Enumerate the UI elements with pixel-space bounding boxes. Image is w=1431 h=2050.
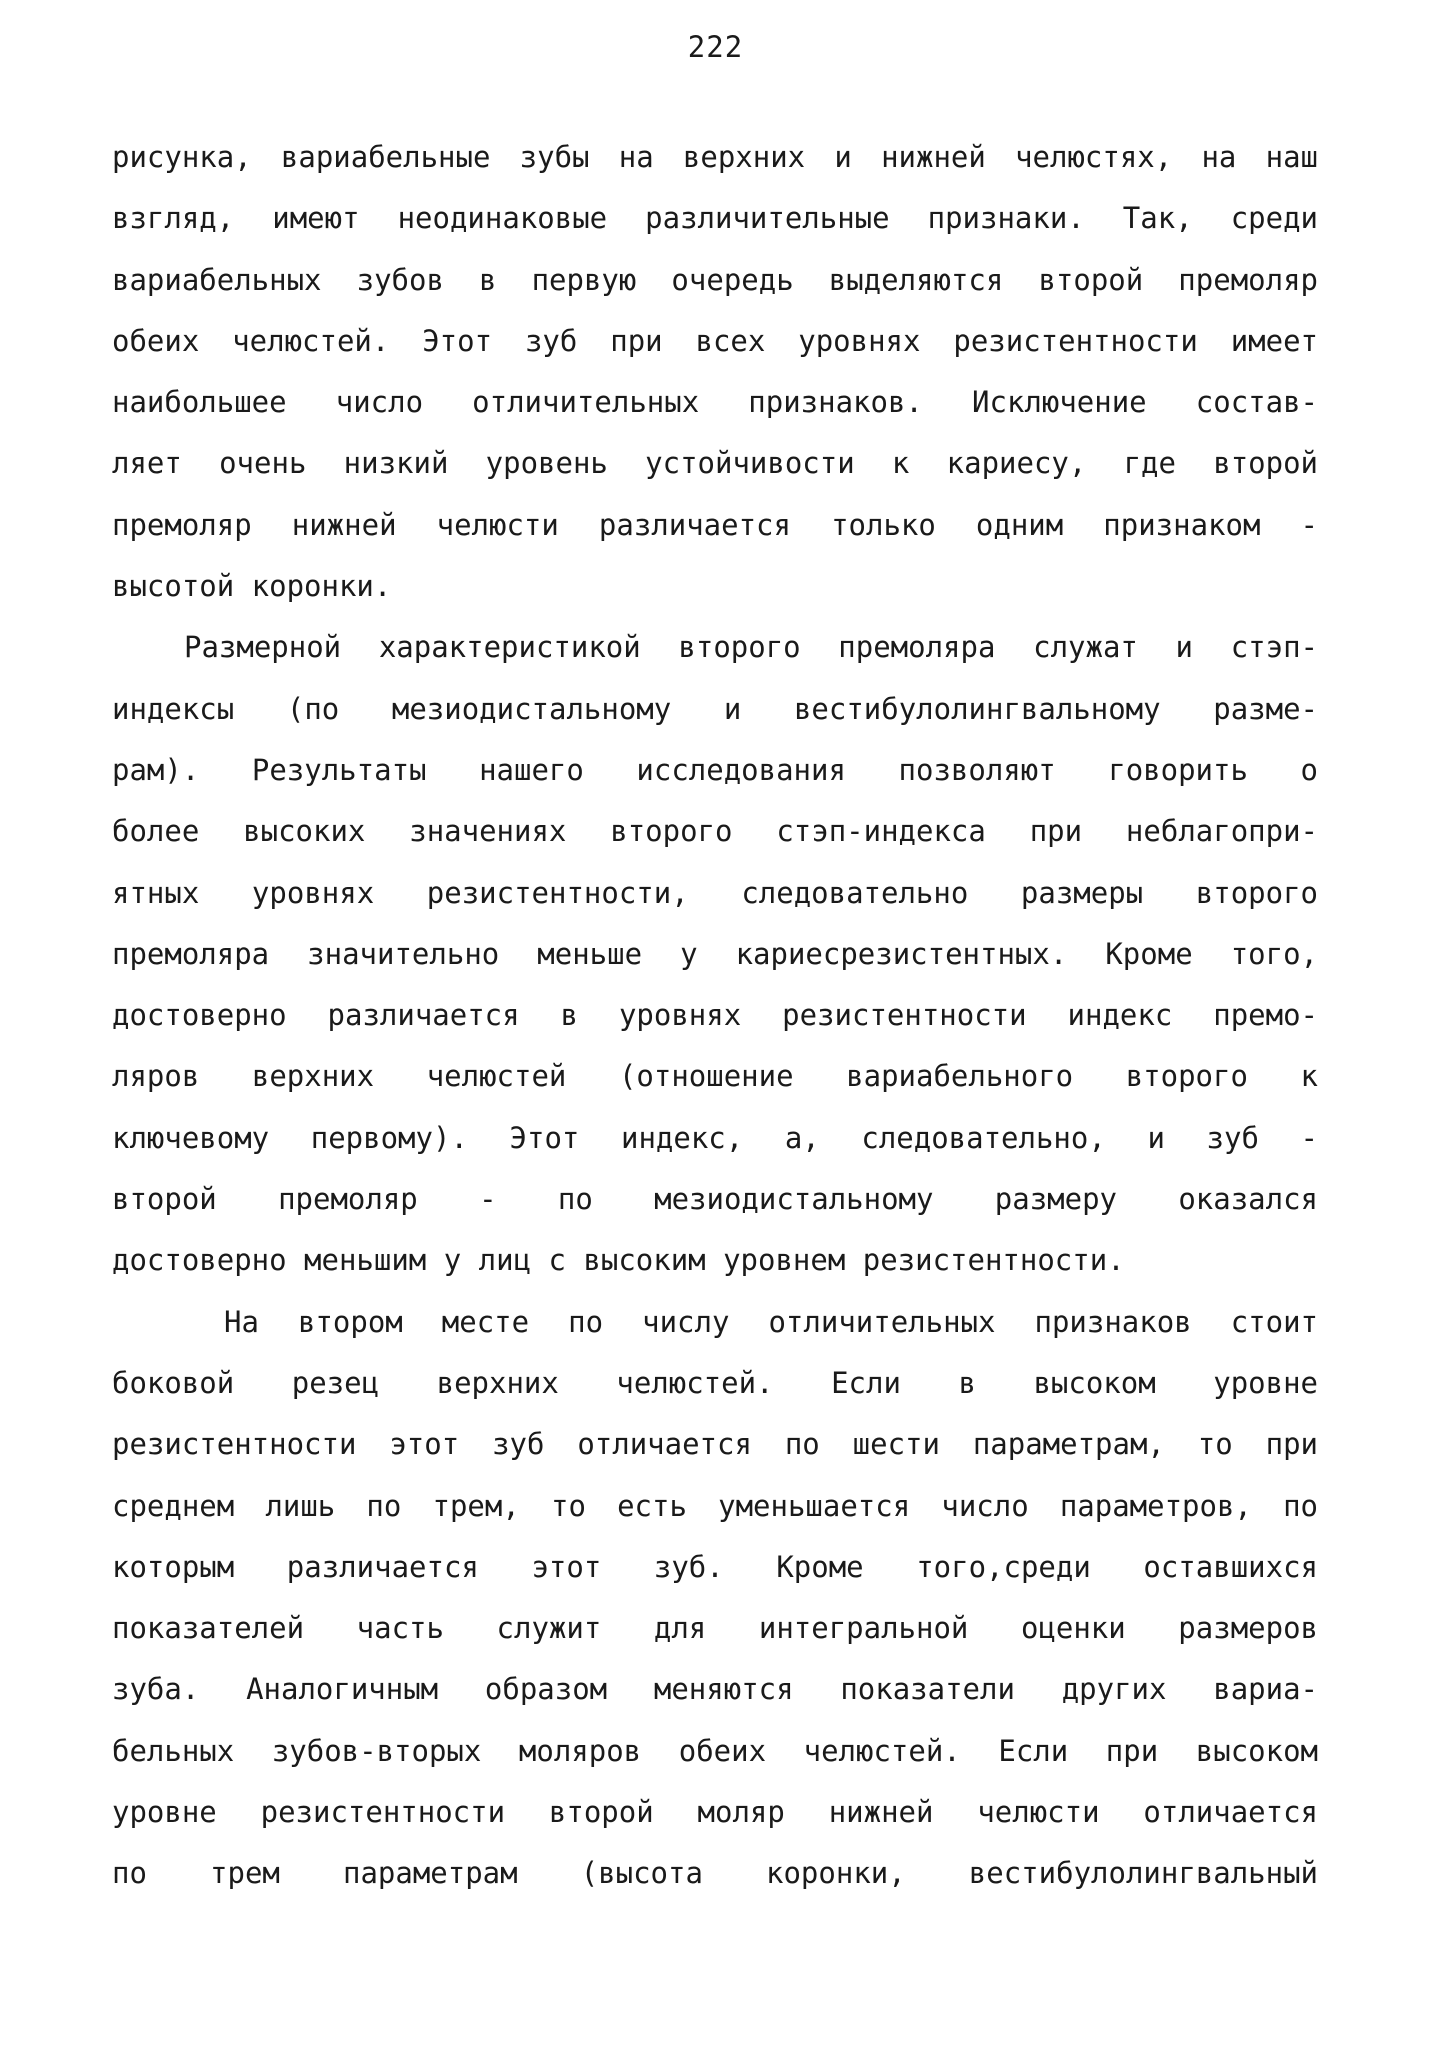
text-line: достоверно меньшим у лиц с высоким уровнем резистентности.	[112, 1243, 1125, 1278]
text-line: ключевому первому). Этот индекс, а, следовательно, и зуб -	[112, 1120, 1318, 1155]
text-line: взгляд, имеют неодинаковые различительные признаки. Так, среди	[112, 201, 1318, 236]
text-line: обеих челюстей. Этот зуб при всех уровнях резистентности имеет	[112, 323, 1318, 358]
text-line: которым различается этот зуб. Кроме того,среди оставшихся	[112, 1549, 1318, 1584]
text-line: резистентности этот зуб отличается по шести параметрам, то при	[112, 1427, 1318, 1462]
body-text	[112, 127, 1318, 1905]
text-line: бельных зубов-вторых моляров обеих челюстей. Если при высоком	[112, 1733, 1318, 1768]
text-line: рам). Результаты нашего исследования позволяют говорить о	[112, 752, 1318, 787]
page-number: 222	[687, 30, 744, 64]
text-line: ляров верхних челюстей (отношение вариабельного второго к	[112, 1059, 1318, 1094]
paragraph-2	[112, 617, 1318, 1291]
paragraph-3	[112, 1292, 1318, 1905]
text-line: боковой резец верхних челюстей. Если в высоком уровне	[112, 1365, 1318, 1400]
text-line: по трем параметрам (высота коронки, вестибулолингвальный	[112, 1856, 1318, 1891]
text-line: более высоких значениях второго стэп-индекса при неблагопри-	[112, 814, 1318, 849]
text-line: ятных уровнях резистентности, следовательно размеры второго	[112, 875, 1318, 910]
text-line: высотой коронки.	[112, 569, 392, 604]
text-line: наибольшее число отличительных признаков. Исключение состав-	[112, 385, 1318, 420]
text-line: индексы (по мезиодистальному и вестибулолингвальному разме-	[112, 691, 1318, 726]
text-line: зуба. Аналогичным образом меняются показатели других вариа-	[112, 1672, 1318, 1707]
text-line: вариабельных зубов в первую очередь выделяются второй премоляр	[112, 262, 1318, 297]
text-line: уровне резистентности второй моляр нижней челюсти отличается	[112, 1795, 1318, 1830]
text-line: ляет очень низкий уровень устойчивости к кариесу, где второй	[112, 446, 1318, 481]
text-line: Размерной характеристикой второго премоляра служат и стэп-	[184, 630, 1318, 665]
text-line: премоляра значительно меньше у кариесрезистентных. Кроме того,	[112, 936, 1318, 971]
text-line: На втором месте по числу отличительных признаков стоит	[224, 1304, 1318, 1339]
text-line: среднем лишь по трем, то есть уменьшается число параметров, по	[112, 1488, 1318, 1523]
text-line: премоляр нижней челюсти различается только одним признаком -	[112, 507, 1318, 542]
text-line: показателей часть служит для интегральной оценки размеров	[112, 1611, 1318, 1646]
paragraph-1	[112, 127, 1318, 617]
text-line: рисунка, вариабельные зубы на верхних и нижней челюстях, на наш	[112, 140, 1318, 174]
text-line: второй премоляр - по мезиодистальному размеру оказался	[112, 1182, 1318, 1217]
text-line: достоверно различается в уровнях резистентности индекс премо-	[112, 998, 1318, 1033]
